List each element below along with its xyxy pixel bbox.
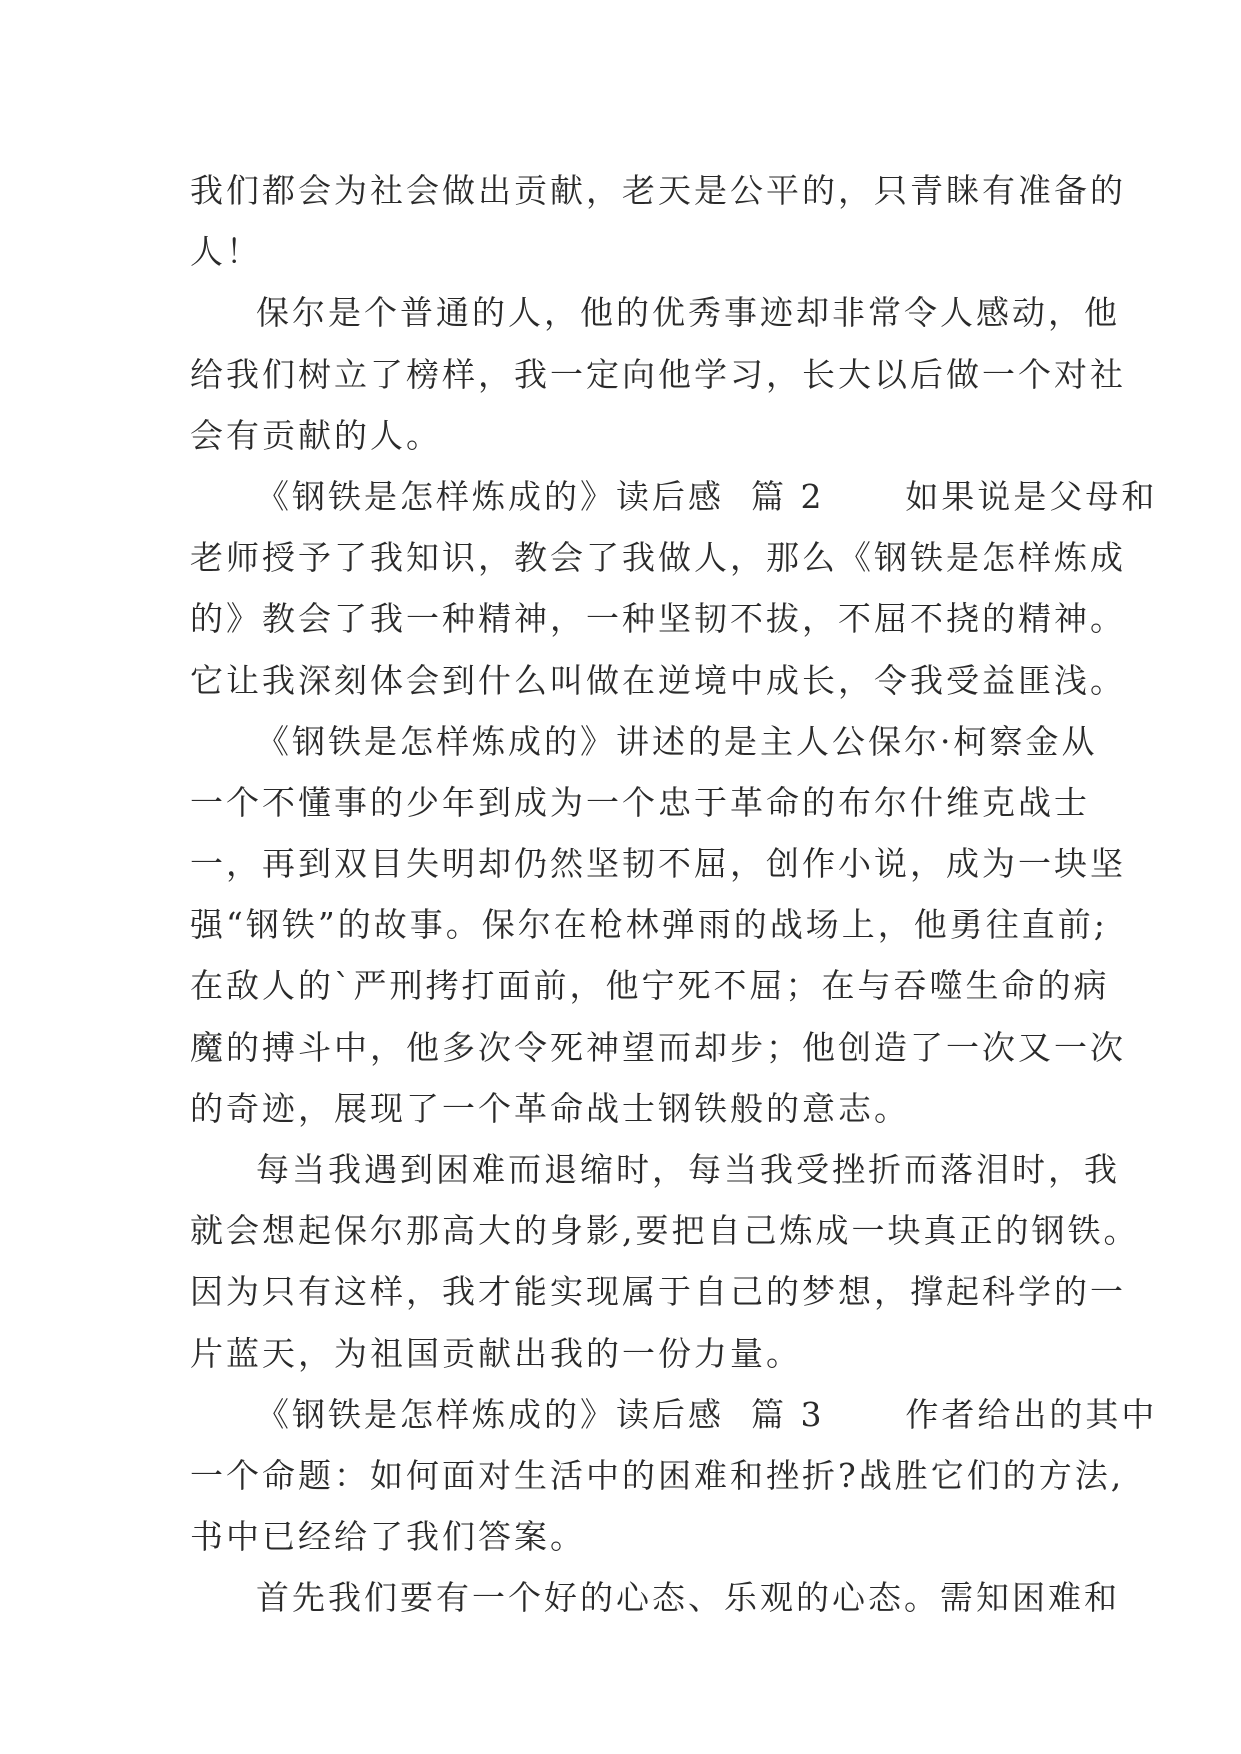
text-line: 一个不懂事的少年到成为一个忠于革命的布尔什维克战士	[190, 782, 1090, 822]
text-line: 一个命题：如何面对生活中的困难和挫折?战胜它们的方法,	[190, 1455, 1125, 1495]
text-line: 《钢铁是怎样炼成的》讲述的是主人公保尔·柯察金从	[256, 721, 1098, 761]
text-line: 强“钢铁”的故事。保尔在枪林弹雨的战场上，他勇往直前;	[190, 905, 1108, 945]
text-line: 它让我深刻体会到什么叫做在逆境中成长，令我受益匪浅。	[190, 660, 1126, 700]
text-line: 老师授予了我知识，教会了我做人，那么《钢铁是怎样炼成	[190, 538, 1126, 578]
text-line: 片蓝天，为祖国贡献出我的一份力量。	[190, 1333, 802, 1373]
body-text	[190, 160, 1158, 1629]
text-line: 的》教会了我一种精神，一种坚韧不拔，不屈不挠的精神。	[190, 599, 1126, 639]
section-heading-line: 《钢铁是怎样炼成的》读后感 篇 2 如果说是父母和	[256, 476, 1158, 516]
text-line: 会有贡献的人。	[190, 415, 442, 455]
text-line: 魔的搏斗中，他多次令死神望而却步；他创造了一次又一次	[190, 1027, 1126, 1067]
text-line: 一，再到双目失明却仍然坚韧不屈，创作小说，成为一块坚	[190, 844, 1126, 884]
text-line: 在敌人的`严刑拷打面前，他宁死不屈；在与吞噬生命的病	[190, 966, 1110, 1006]
text-line: 的奇迹，展现了一个革命战士钢铁般的意志。	[190, 1088, 910, 1128]
text-line: 首先我们要有一个好的心态、乐观的心态。需知困难和	[256, 1578, 1120, 1618]
text-line: 给我们树立了榜样，我一定向他学习，长大以后做一个对社	[190, 354, 1126, 394]
text-line: 保尔是个普通的人，他的优秀事迹却非常令人感动，他	[256, 293, 1120, 333]
section-heading-line: 《钢铁是怎样炼成的》读后感 篇 3 作者给出的其中	[256, 1394, 1158, 1434]
text-line: 因为只有这样，我才能实现属于自己的梦想，撑起科学的一	[190, 1272, 1126, 1312]
text-line: 就会想起保尔那高大的身影,要把自己炼成一块真正的钢铁。	[190, 1211, 1140, 1251]
text-line: 人！	[190, 232, 262, 272]
text-line: 书中已经给了我们答案。	[190, 1517, 586, 1557]
text-line: 我们都会为社会做出贡献，老天是公平的，只青睐有准备的	[190, 171, 1126, 210]
text-line: 每当我遇到困难而退缩时，每当我受挫折而落泪时，我	[256, 1150, 1120, 1189]
